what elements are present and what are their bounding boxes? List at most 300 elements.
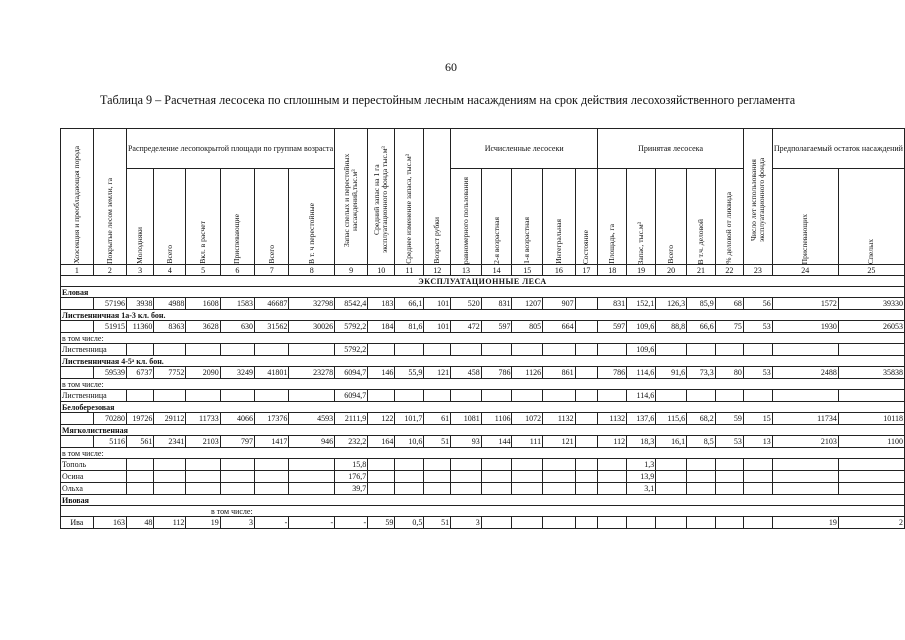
column-number-cell: 22: [715, 265, 743, 276]
data-cell: 2341: [154, 436, 186, 448]
data-cell: [575, 436, 598, 448]
data-cell: [481, 344, 512, 356]
data-cell: [656, 517, 687, 529]
section-title: ЭКСПЛУАТАЦИОННЫЕ ЛЕСА: [61, 276, 905, 287]
column-number-cell: 18: [598, 265, 627, 276]
data-cell: 137,6: [627, 413, 656, 425]
sub-species-row: [61, 471, 905, 483]
page-number: 60: [445, 60, 457, 74]
data-cell: 53: [715, 436, 743, 448]
data-cell: [575, 459, 598, 471]
header-business: В т.ч. деловой: [687, 169, 716, 265]
header-second-age: 2-я возрастная: [481, 169, 512, 265]
header-economic-section: Хозсекция и преобладающая порода: [61, 129, 94, 265]
species-title-row: [61, 356, 905, 367]
data-cell: 164: [368, 436, 395, 448]
subgroup-label-row: [61, 379, 905, 390]
data-cell: [743, 459, 772, 471]
data-cell: 183: [368, 298, 395, 310]
data-cell: 23278: [289, 367, 335, 379]
subgroup-label: в том числе:: [61, 448, 905, 459]
data-cell: 13,9: [627, 471, 656, 483]
header-distribution-group: Распределение лесопокрытой площади по группам возраста: [126, 129, 334, 169]
data-cell: [512, 344, 543, 356]
data-cell: [598, 471, 627, 483]
data-cell: [543, 471, 575, 483]
data-cell: 786: [598, 367, 627, 379]
data-cell: 48: [126, 517, 153, 529]
data-cell: 46687: [255, 298, 289, 310]
sub-species-row: [61, 390, 905, 402]
sub-species-name: Лиственница: [61, 344, 127, 356]
data-cell: [512, 517, 543, 529]
subgroup-label: в том числе:: [61, 379, 905, 390]
data-cell: 122: [368, 413, 395, 425]
data-cell: 2103: [772, 436, 838, 448]
data-cell: [772, 483, 838, 495]
data-cell: 3938: [126, 298, 153, 310]
data-cell: 6737: [126, 367, 153, 379]
data-cell: [61, 367, 94, 379]
data-cell: [126, 471, 153, 483]
data-cell: 3,1: [627, 483, 656, 495]
data-cell: [543, 344, 575, 356]
data-cell: -: [289, 517, 335, 529]
species-title-row: [61, 287, 905, 298]
data-cell: 73,3: [687, 367, 716, 379]
sub-species-name: Осина: [61, 471, 127, 483]
column-number-row: [61, 265, 905, 276]
column-number-cell: 23: [743, 265, 772, 276]
column-number-cell: 7: [255, 265, 289, 276]
species-title: Лиственничная 4-5ᵃ кл. бон.: [61, 356, 905, 367]
data-cell: 144: [481, 436, 512, 448]
data-cell: [575, 298, 598, 310]
data-cell: 1583: [220, 298, 254, 310]
data-cell: 115,6: [656, 413, 687, 425]
header-remain-mature: Спелых: [838, 169, 904, 265]
data-cell: [126, 344, 153, 356]
column-number-cell: 3: [126, 265, 153, 276]
species-title-row: [61, 310, 905, 321]
data-cell: 1081: [451, 413, 482, 425]
data-cell: [368, 471, 395, 483]
data-cell: [743, 517, 772, 529]
header-area: Площадь, га: [598, 169, 627, 265]
data-cell: [598, 344, 627, 356]
sub-species-row: [61, 344, 905, 356]
data-cell: [575, 321, 598, 333]
data-cell: 520: [451, 298, 482, 310]
data-cell: 56: [743, 298, 772, 310]
data-cell: [543, 390, 575, 402]
data-cell: 68: [715, 298, 743, 310]
data-cell: [186, 471, 220, 483]
species-title: Белоберезовая: [61, 402, 905, 413]
data-cell: [126, 459, 153, 471]
data-cell: 1,3: [627, 459, 656, 471]
data-cell: [220, 483, 254, 495]
header-remain-premature: Приспевающих: [772, 169, 838, 265]
species-title: Еловая: [61, 287, 905, 298]
header-avg-stock-change: Среднее изменение запаса, тыс.м³: [395, 129, 424, 265]
data-cell: [838, 344, 904, 356]
data-cell: [451, 471, 482, 483]
data-cell: 114,6: [627, 390, 656, 402]
data-cell: Ива: [61, 517, 94, 529]
subgroup-label: в том числе:: [61, 333, 905, 344]
data-cell: 59539: [93, 367, 126, 379]
header-condition: Состояние: [575, 169, 598, 265]
column-number-cell: 1: [61, 265, 94, 276]
data-cell: 91,6: [656, 367, 687, 379]
data-cell: [687, 344, 716, 356]
data-cell: [512, 483, 543, 495]
data-cell: 472: [451, 321, 482, 333]
header-integral: Интегральная: [543, 169, 575, 265]
data-cell: [598, 517, 627, 529]
data-cell: [656, 390, 687, 402]
data-cell: [772, 344, 838, 356]
data-cell: 8,5: [687, 436, 716, 448]
subgroup-label: в том числе:: [61, 506, 905, 517]
data-cell: 51: [424, 517, 451, 529]
data-cell: [512, 471, 543, 483]
data-cell: [220, 471, 254, 483]
species-title: Мягколиственная: [61, 425, 905, 436]
data-cell: 61: [424, 413, 451, 425]
data-cell: [543, 483, 575, 495]
data-cell: [481, 459, 512, 471]
data-cell: 11360: [126, 321, 153, 333]
column-number-cell: 14: [481, 265, 512, 276]
data-row: [61, 367, 905, 379]
data-cell: [575, 517, 598, 529]
data-cell: [395, 471, 424, 483]
data-cell: 101: [424, 298, 451, 310]
data-row-willow: [61, 517, 905, 529]
column-number-cell: 10: [368, 265, 395, 276]
sub-species-name: Тополь: [61, 459, 127, 471]
data-cell: [220, 390, 254, 402]
species-title: Ивовая: [61, 495, 905, 506]
species-title-row: [61, 402, 905, 413]
data-cell: [61, 436, 94, 448]
data-row: [61, 436, 905, 448]
data-cell: [687, 517, 716, 529]
header-stock: Запас, тыс.м³: [627, 169, 656, 265]
data-cell: 5116: [93, 436, 126, 448]
data-cell: 786: [481, 367, 512, 379]
data-cell: 19: [772, 517, 838, 529]
data-cell: 55,9: [395, 367, 424, 379]
data-cell: 88,8: [656, 321, 687, 333]
data-cell: 93: [451, 436, 482, 448]
data-cell: 3: [451, 517, 482, 529]
data-cell: [289, 471, 335, 483]
data-cell: 1207: [512, 298, 543, 310]
data-cell: 15: [743, 413, 772, 425]
data-cell: 946: [289, 436, 335, 448]
data-cell: 630: [220, 321, 254, 333]
data-cell: [715, 459, 743, 471]
data-cell: [368, 390, 395, 402]
data-cell: [424, 459, 451, 471]
data-cell: 163: [93, 517, 126, 529]
table-wrapper: [60, 128, 905, 529]
data-cell: 30026: [289, 321, 335, 333]
data-cell: 51: [424, 436, 451, 448]
data-cell: [575, 471, 598, 483]
column-number-cell: 5: [186, 265, 220, 276]
data-cell: [481, 483, 512, 495]
data-row: [61, 413, 905, 425]
data-cell: 10118: [838, 413, 904, 425]
data-cell: [424, 344, 451, 356]
data-cell: [656, 483, 687, 495]
data-cell: [743, 483, 772, 495]
data-cell: [424, 471, 451, 483]
data-cell: 53: [743, 321, 772, 333]
data-cell: 176,7: [335, 471, 368, 483]
data-cell: 35838: [838, 367, 904, 379]
data-cell: 112: [154, 517, 186, 529]
table-body: [61, 265, 905, 529]
data-cell: [451, 459, 482, 471]
data-cell: 4066: [220, 413, 254, 425]
data-cell: [289, 344, 335, 356]
data-cell: 5792,2: [335, 344, 368, 356]
sub-species-row: [61, 459, 905, 471]
data-cell: [451, 390, 482, 402]
column-number-cell: 17: [575, 265, 598, 276]
column-number-cell: 20: [656, 265, 687, 276]
data-cell: 111: [512, 436, 543, 448]
data-cell: 80: [715, 367, 743, 379]
data-cell: [575, 367, 598, 379]
sub-species-name: Ольха: [61, 483, 127, 495]
data-cell: [715, 483, 743, 495]
data-cell: [154, 471, 186, 483]
column-number-cell: 8: [289, 265, 335, 276]
data-cell: [126, 483, 153, 495]
header-calculated-group: Исчисленные лесосеки: [451, 129, 598, 169]
header-avg-stock-per-ha: Средний запас на 1 га эксплуатационного фонда тыс.м³: [368, 129, 395, 265]
data-cell: [687, 471, 716, 483]
data-cell: 907: [543, 298, 575, 310]
data-cell: 8363: [154, 321, 186, 333]
data-cell: [451, 344, 482, 356]
data-cell: 15,8: [335, 459, 368, 471]
data-cell: 57196: [93, 298, 126, 310]
data-cell: 126,3: [656, 298, 687, 310]
data-cell: 3249: [220, 367, 254, 379]
data-cell: [772, 459, 838, 471]
species-title: Лиственничная 1а-3 кл. бон.: [61, 310, 905, 321]
data-cell: 39,7: [335, 483, 368, 495]
table-caption: Таблица 9 – Расчетная лесосека по сплошным и перестойным лесным насаждениям на срок действия лесохозяйственного регламента: [100, 93, 796, 107]
data-cell: [575, 483, 598, 495]
column-number-cell: 24: [772, 265, 838, 276]
header-accepted-group: Принятая лесосека: [598, 129, 744, 169]
data-cell: 11734: [772, 413, 838, 425]
column-number-cell: 4: [154, 265, 186, 276]
data-cell: 66,6: [687, 321, 716, 333]
subgroup-label-row: [61, 506, 905, 517]
data-cell: -: [335, 517, 368, 529]
data-cell: [154, 459, 186, 471]
data-cell: 5792,2: [335, 321, 368, 333]
data-cell: [451, 483, 482, 495]
column-number-cell: 2: [93, 265, 126, 276]
data-cell: [481, 471, 512, 483]
data-cell: [687, 459, 716, 471]
data-cell: [255, 344, 289, 356]
data-cell: 109,6: [627, 344, 656, 356]
data-cell: [255, 471, 289, 483]
data-cell: 121: [543, 436, 575, 448]
column-number-cell: 9: [335, 265, 368, 276]
data-row: [61, 298, 905, 310]
data-cell: [715, 390, 743, 402]
data-cell: 29112: [154, 413, 186, 425]
data-cell: [543, 517, 575, 529]
data-cell: 597: [481, 321, 512, 333]
header-liquid-total: Всего: [656, 169, 687, 265]
data-cell: [368, 459, 395, 471]
data-cell: [656, 344, 687, 356]
data-cell: 1930: [772, 321, 838, 333]
data-cell: [186, 459, 220, 471]
data-cell: [154, 483, 186, 495]
data-cell: 0,5: [395, 517, 424, 529]
column-number-cell: 16: [543, 265, 575, 276]
data-cell: 1100: [838, 436, 904, 448]
data-cell: 797: [220, 436, 254, 448]
data-cell: 26053: [838, 321, 904, 333]
subgroup-label-row: [61, 448, 905, 459]
data-cell: 232,2: [335, 436, 368, 448]
data-cell: 101: [424, 321, 451, 333]
data-cell: 4593: [289, 413, 335, 425]
data-cell: 7752: [154, 367, 186, 379]
data-cell: [186, 344, 220, 356]
data-cell: 53: [743, 367, 772, 379]
data-cell: [289, 483, 335, 495]
data-cell: 18,3: [627, 436, 656, 448]
forest-cut-table: [60, 128, 905, 529]
data-cell: [220, 344, 254, 356]
data-cell: 16,1: [656, 436, 687, 448]
data-cell: [481, 517, 512, 529]
data-cell: [255, 459, 289, 471]
header-first-age: 1-я возрастная: [512, 169, 543, 265]
data-cell: [772, 471, 838, 483]
data-cell: 114,6: [627, 367, 656, 379]
data-cell: [598, 483, 627, 495]
data-cell: 664: [543, 321, 575, 333]
data-cell: 81,6: [395, 321, 424, 333]
data-cell: 6094,7: [335, 367, 368, 379]
data-cell: 101,7: [395, 413, 424, 425]
data-cell: [220, 459, 254, 471]
data-cell: 51915: [93, 321, 126, 333]
data-cell: [368, 483, 395, 495]
data-cell: [687, 483, 716, 495]
sub-species-name: Лиственница: [61, 390, 127, 402]
data-cell: [838, 390, 904, 402]
data-cell: 1608: [186, 298, 220, 310]
data-cell: 2090: [186, 367, 220, 379]
data-cell: 6094,7: [335, 390, 368, 402]
data-cell: 2488: [772, 367, 838, 379]
data-cell: 11733: [186, 413, 220, 425]
column-number-cell: 13: [451, 265, 482, 276]
header-forest-area: Покрытые лесом земли, га: [93, 129, 126, 265]
data-cell: 2103: [186, 436, 220, 448]
data-cell: [598, 459, 627, 471]
data-cell: [186, 483, 220, 495]
species-title-row: [61, 495, 905, 506]
data-cell: [289, 390, 335, 402]
column-number-cell: 6: [220, 265, 254, 276]
data-cell: [715, 517, 743, 529]
data-cell: 66,1: [395, 298, 424, 310]
data-cell: [481, 390, 512, 402]
header-overmature: В т. ч перестойные: [289, 169, 335, 265]
data-cell: 2: [838, 517, 904, 529]
header-remain-group: Предполагаемый остаток насаждений: [772, 129, 904, 169]
data-cell: [126, 390, 153, 402]
data-cell: 861: [543, 367, 575, 379]
data-cell: [838, 483, 904, 495]
data-cell: [61, 413, 94, 425]
header-cutting-age: Возраст рубки: [424, 129, 451, 265]
data-cell: 561: [126, 436, 153, 448]
data-cell: 59: [715, 413, 743, 425]
data-cell: [255, 390, 289, 402]
data-cell: 1106: [481, 413, 512, 425]
data-cell: 1132: [598, 413, 627, 425]
data-cell: 75: [715, 321, 743, 333]
data-cell: -: [255, 517, 289, 529]
data-cell: 458: [451, 367, 482, 379]
data-cell: [154, 390, 186, 402]
data-cell: 85,9: [687, 298, 716, 310]
data-cell: 19726: [126, 413, 153, 425]
data-cell: [368, 344, 395, 356]
data-cell: [424, 483, 451, 495]
data-cell: [543, 459, 575, 471]
data-cell: [61, 321, 94, 333]
data-cell: 39330: [838, 298, 904, 310]
column-number-cell: 15: [512, 265, 543, 276]
data-cell: 1072: [512, 413, 543, 425]
data-cell: [743, 471, 772, 483]
data-cell: [395, 483, 424, 495]
data-cell: [627, 517, 656, 529]
data-cell: 32798: [289, 298, 335, 310]
data-cell: 597: [598, 321, 627, 333]
header-business-percent: % деловой от ликвида: [715, 169, 743, 265]
data-cell: [395, 390, 424, 402]
column-number-cell: 25: [838, 265, 904, 276]
column-number-cell: 11: [395, 265, 424, 276]
data-cell: [186, 390, 220, 402]
data-cell: [512, 459, 543, 471]
data-cell: 146: [368, 367, 395, 379]
header-years-of-use: Число лет использования эксплуатационного фонда: [743, 129, 772, 265]
